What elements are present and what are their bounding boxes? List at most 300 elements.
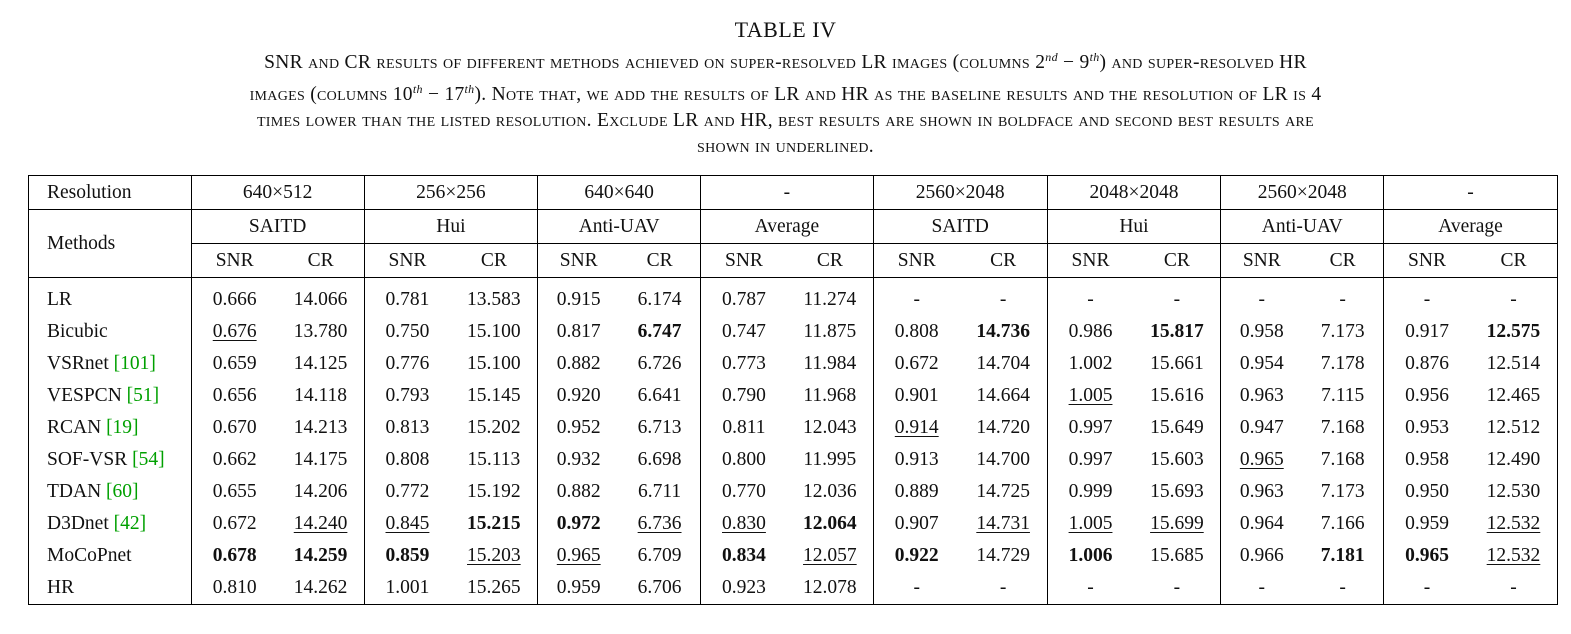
- cell-value: 6.726: [637, 353, 682, 374]
- cell-value: 0.959: [1405, 513, 1449, 534]
- resolution-cell: 2560×2048: [1221, 176, 1384, 210]
- cell-value: 14.664: [976, 385, 1030, 406]
- table-cell: [1384, 316, 1470, 348]
- table-cell: [278, 540, 364, 572]
- cell-value: 11.968: [803, 385, 857, 406]
- table-cell: [1470, 444, 1558, 476]
- cell-value: -: [1423, 577, 1431, 598]
- table-cell: [1047, 444, 1133, 476]
- table-cell: [1047, 316, 1133, 348]
- cell-value: 15.203: [467, 545, 521, 566]
- method-label: VESPCN: [47, 385, 127, 406]
- cell-value: 0.965: [556, 545, 601, 566]
- cell-value: 0.672: [212, 513, 257, 534]
- table-cell: [701, 572, 787, 605]
- resolution-row: [29, 176, 1558, 210]
- cell-value: 0.876: [1405, 353, 1449, 374]
- method-label: LR: [47, 289, 72, 310]
- table-cell: [1133, 444, 1220, 476]
- metric-header-cr: CR: [787, 244, 873, 278]
- dataset-row: [29, 210, 1558, 244]
- cell-value: 0.999: [1068, 481, 1113, 502]
- table-cell: [1384, 508, 1470, 540]
- metric-header-snr: SNR: [1221, 244, 1302, 278]
- table-cell: [1470, 412, 1558, 444]
- table-cell: [873, 444, 959, 476]
- cell-value: 0.793: [385, 385, 430, 406]
- method-label: D3Dnet: [47, 513, 114, 534]
- cell-value: 14.720: [976, 417, 1030, 438]
- cell-value: 0.676: [212, 321, 257, 342]
- table-caption: [0, 18, 1571, 160]
- cell-value: 0.913: [894, 449, 939, 470]
- table-cell: [873, 508, 959, 540]
- cell-value: -: [1510, 289, 1517, 310]
- cell-value: 15.693: [1150, 481, 1204, 502]
- table-cell: [787, 572, 873, 605]
- cell-value: 1.005: [1068, 513, 1113, 534]
- cell-value: 0.800: [722, 449, 766, 470]
- table-cell: [364, 412, 450, 444]
- results-table: [28, 175, 1558, 605]
- table-cell: [960, 348, 1047, 380]
- cell-value: 12.465: [1486, 385, 1541, 406]
- cell-value: 1.006: [1068, 545, 1113, 566]
- citation-link[interactable]: [54]: [132, 449, 165, 470]
- table-cell: [538, 476, 619, 508]
- cell-value: 12.530: [1486, 481, 1541, 502]
- table-cell: [538, 508, 619, 540]
- table-cell: [1470, 348, 1558, 380]
- table-row: [29, 412, 1558, 444]
- table-cell: [191, 444, 277, 476]
- cell-value: 7.115: [1321, 385, 1365, 406]
- table-cell: [701, 444, 787, 476]
- cell-value: 15.661: [1150, 353, 1204, 374]
- cell-value: 15.817: [1150, 321, 1204, 342]
- cell-value: 0.776: [385, 353, 430, 374]
- table-cell: [191, 380, 277, 412]
- table-cell: [701, 278, 787, 317]
- table-cell: [364, 572, 450, 605]
- metric-header-cr: CR: [619, 244, 700, 278]
- table-row: [29, 444, 1558, 476]
- table-cell: [278, 278, 364, 317]
- cell-value: 12.043: [803, 417, 857, 438]
- table-cell: [873, 380, 959, 412]
- cell-value: 0.923: [722, 577, 766, 598]
- dataset-header: Hui: [364, 210, 538, 244]
- dataset-header: SAITD: [873, 210, 1047, 244]
- citation-link[interactable]: [60]: [106, 481, 139, 502]
- cell-value: -: [1087, 577, 1094, 598]
- table-cell: [1470, 380, 1558, 412]
- table-cell: [1302, 380, 1383, 412]
- metric-row: [29, 244, 1558, 278]
- table-cell: [787, 444, 873, 476]
- table-cell: [538, 540, 619, 572]
- cell-value: -: [1258, 577, 1266, 598]
- table-cell: [1470, 540, 1558, 572]
- table-cell: [701, 316, 787, 348]
- metric-header-cr: CR: [1302, 244, 1383, 278]
- table-cell: [619, 278, 700, 317]
- cell-value: -: [1258, 289, 1266, 310]
- cell-value: 14.259: [293, 545, 348, 566]
- method-name: [29, 540, 192, 572]
- cell-value: 1.002: [1068, 353, 1113, 374]
- cell-value: 0.810: [212, 577, 257, 598]
- cell-value: 0.963: [1239, 481, 1284, 502]
- cell-value: 6.747: [637, 321, 682, 342]
- table-cell: [873, 278, 959, 317]
- cell-value: 12.490: [1486, 449, 1541, 470]
- table-cell: [191, 278, 277, 317]
- table-cell: [619, 316, 700, 348]
- table-cell: [1133, 316, 1220, 348]
- table-cell: [1470, 278, 1558, 317]
- table-cell: [450, 540, 537, 572]
- table-cell: [1470, 508, 1558, 540]
- cell-value: 0.813: [385, 417, 430, 438]
- table-cell: [1047, 380, 1133, 412]
- table-cell: [1384, 572, 1470, 605]
- table-cell: [1302, 572, 1383, 605]
- cell-value: 0.922: [894, 545, 939, 566]
- table-cell: [873, 316, 959, 348]
- cell-value: 7.173: [1320, 321, 1365, 342]
- table-row: [29, 380, 1558, 412]
- cell-value: 0.882: [556, 353, 601, 374]
- table-cell: [1221, 348, 1302, 380]
- cell-value: 14.725: [976, 481, 1030, 502]
- cell-value: -: [999, 577, 1007, 598]
- table-cell: [873, 412, 959, 444]
- table-cell: [960, 278, 1047, 317]
- cell-value: 0.670: [212, 417, 257, 438]
- table-cell: [538, 380, 619, 412]
- cell-value: 0.656: [212, 385, 257, 406]
- cell-value: 7.168: [1320, 417, 1365, 438]
- cell-value: 7.168: [1320, 449, 1365, 470]
- cell-value: 0.952: [556, 417, 601, 438]
- table-cell: [619, 444, 700, 476]
- cell-value: 0.811: [722, 417, 766, 438]
- cell-value: 0.662: [212, 449, 257, 470]
- method-label: TDAN: [47, 481, 107, 502]
- metric-header-snr: SNR: [873, 244, 959, 278]
- cell-value: 1.001: [385, 577, 430, 598]
- table-cell: [278, 476, 364, 508]
- caption-text: SNR and CR results of different methods achieved on super-resolved LR images (columns 2nd − 9th) and super-resolved HR images (columns 10th − 17th). Note that, we add the results of LR and HR as the baseline results and the resolution of LR is 4 times lower than the listed resolution. Exclude LR and HR, best results are shown in boldface and second best results are shown in underlined.: [249, 50, 1322, 157]
- table-cell: [278, 380, 364, 412]
- cell-value: 12.512: [1486, 417, 1541, 438]
- citation-link[interactable]: [51]: [126, 385, 160, 406]
- cell-value: 7.178: [1320, 353, 1365, 374]
- table-cell: [1384, 348, 1470, 380]
- cell-value: 0.859: [385, 545, 430, 566]
- cell-value: 12.078: [803, 577, 857, 598]
- metric-header-snr: SNR: [364, 244, 450, 278]
- cell-value: 0.986: [1068, 321, 1113, 342]
- table-cell: [1302, 278, 1383, 317]
- metric-header-snr: SNR: [701, 244, 787, 278]
- cell-value: 15.649: [1150, 417, 1204, 438]
- table-cell: [1221, 572, 1302, 605]
- table-cell: [1047, 508, 1133, 540]
- table-cell: [538, 412, 619, 444]
- cell-value: 0.845: [385, 513, 430, 534]
- table-cell: [1133, 508, 1220, 540]
- cell-value: 0.950: [1405, 481, 1449, 502]
- cell-value: 15.215: [467, 513, 521, 534]
- citation-link[interactable]: [19]: [106, 417, 139, 438]
- table-cell: [1047, 540, 1133, 572]
- cell-value: 0.963: [1239, 385, 1284, 406]
- resolution-cell: 640×512: [191, 176, 364, 210]
- cell-value: 0.947: [1239, 417, 1284, 438]
- table-cell: [960, 444, 1047, 476]
- cell-value: 14.118: [294, 385, 348, 406]
- cell-value: 15.265: [467, 577, 521, 598]
- cell-value: 15.202: [467, 417, 521, 438]
- table-row: [29, 540, 1558, 572]
- table-cell: [960, 572, 1047, 605]
- table-cell: [787, 412, 873, 444]
- table-cell: [701, 508, 787, 540]
- dataset-header: Average: [1384, 210, 1558, 244]
- resolution-cell: 2560×2048: [873, 176, 1047, 210]
- table-cell: [1221, 508, 1302, 540]
- table-cell: [1384, 540, 1470, 572]
- table-cell: [1470, 316, 1558, 348]
- cell-value: -: [1339, 289, 1346, 310]
- table-cell: [1384, 278, 1470, 317]
- cell-value: 12.575: [1486, 321, 1541, 342]
- table-cell: [873, 572, 959, 605]
- table-cell: [450, 476, 537, 508]
- table-cell: [1133, 572, 1220, 605]
- cell-value: -: [913, 289, 920, 310]
- cell-value: 15.192: [467, 481, 521, 502]
- dataset-header: Average: [701, 210, 874, 244]
- method-name: [29, 348, 192, 380]
- resolution-cell: 2048×2048: [1047, 176, 1221, 210]
- table-cell: [450, 444, 537, 476]
- cell-value: 0.958: [1239, 321, 1284, 342]
- cell-value: 7.173: [1320, 481, 1365, 502]
- table-cell: [619, 572, 700, 605]
- cell-value: -: [913, 577, 920, 598]
- table-cell: [960, 316, 1047, 348]
- methods-label: Methods: [29, 210, 192, 278]
- table-cell: [619, 540, 700, 572]
- cell-value: 14.736: [976, 321, 1030, 342]
- table-cell: [364, 444, 450, 476]
- table-cell: [1133, 476, 1220, 508]
- cell-value: 15.685: [1150, 545, 1204, 566]
- cell-value: 14.700: [976, 449, 1030, 470]
- cell-value: 12.036: [803, 481, 857, 502]
- table-cell: [873, 476, 959, 508]
- resolution-cell: 256×256: [364, 176, 538, 210]
- cell-value: 15.113: [467, 449, 521, 470]
- cell-value: 0.834: [722, 545, 766, 566]
- cell-value: 13.780: [293, 321, 348, 342]
- method-label: SOF-VSR: [47, 449, 133, 470]
- table-cell: [873, 348, 959, 380]
- method-name: [29, 476, 192, 508]
- table-cell: [1221, 278, 1302, 317]
- cell-value: 6.709: [637, 545, 682, 566]
- table-cell: [538, 572, 619, 605]
- table-cell: [191, 412, 277, 444]
- cell-value: -: [1173, 289, 1181, 310]
- table-cell: [787, 278, 873, 317]
- cell-value: 0.889: [894, 481, 939, 502]
- cell-value: 0.770: [722, 481, 766, 502]
- cell-value: 11.984: [803, 353, 857, 374]
- metric-header-cr: CR: [960, 244, 1047, 278]
- table-cell: [960, 540, 1047, 572]
- cell-value: 15.603: [1150, 449, 1204, 470]
- table-row: [29, 508, 1558, 540]
- table-cell: [1384, 476, 1470, 508]
- table-row: [29, 316, 1558, 348]
- cell-value: 0.966: [1239, 545, 1284, 566]
- cell-value: 12.532: [1486, 545, 1541, 566]
- cell-value: -: [999, 289, 1007, 310]
- table-cell: [1047, 348, 1133, 380]
- cell-value: 0.772: [385, 481, 430, 502]
- cell-value: 0.666: [212, 289, 257, 310]
- cell-value: 6.698: [637, 449, 682, 470]
- cell-value: 11.875: [803, 321, 857, 342]
- table-cell: [1302, 540, 1383, 572]
- cell-value: 0.750: [385, 321, 430, 342]
- cell-value: 0.917: [1405, 321, 1449, 342]
- cell-value: 14.240: [293, 513, 348, 534]
- cell-value: 6.174: [637, 289, 682, 310]
- dataset-header: Hui: [1047, 210, 1221, 244]
- table-cell: [191, 476, 277, 508]
- table-row: [29, 348, 1558, 380]
- table-cell: [1384, 444, 1470, 476]
- citation-link[interactable]: [101]: [113, 353, 156, 374]
- table-cell: [450, 412, 537, 444]
- cell-value: 6.736: [637, 513, 682, 534]
- table-cell: [960, 380, 1047, 412]
- metric-header-snr: SNR: [538, 244, 619, 278]
- table-cell: [873, 540, 959, 572]
- table-cell: [619, 348, 700, 380]
- table-cell: [1133, 380, 1220, 412]
- cell-value: 15.145: [467, 385, 521, 406]
- cell-value: 7.166: [1320, 513, 1365, 534]
- table-cell: [450, 380, 537, 412]
- cell-value: 0.747: [722, 321, 766, 342]
- table-cell: [450, 278, 537, 317]
- table-cell: [1221, 380, 1302, 412]
- table-cell: [364, 348, 450, 380]
- table-cell: [364, 380, 450, 412]
- metric-header-snr: SNR: [191, 244, 277, 278]
- table-cell: [1302, 508, 1383, 540]
- table-cell: [364, 316, 450, 348]
- cell-value: 15.616: [1150, 385, 1204, 406]
- cell-value: 0.965: [1405, 545, 1449, 566]
- metric-header-cr: CR: [450, 244, 537, 278]
- table-cell: [278, 348, 364, 380]
- resolution-label: Resolution: [29, 176, 192, 210]
- table-cell: [1047, 476, 1133, 508]
- method-name: [29, 572, 192, 605]
- table-cell: [450, 348, 537, 380]
- table-cell: [1133, 412, 1220, 444]
- cell-value: 0.915: [556, 289, 601, 310]
- table-cell: [619, 380, 700, 412]
- cell-value: -: [1423, 289, 1431, 310]
- table-cell: [191, 348, 277, 380]
- method-name: [29, 412, 192, 444]
- cell-value: 14.206: [293, 481, 348, 502]
- table-cell: [278, 508, 364, 540]
- table-cell: [450, 572, 537, 605]
- table-cell: [1302, 348, 1383, 380]
- table-cell: [787, 380, 873, 412]
- cell-value: -: [1173, 577, 1181, 598]
- table-cell: [1047, 278, 1133, 317]
- table-cell: [619, 508, 700, 540]
- table-cell: [364, 540, 450, 572]
- method-name: [29, 278, 192, 317]
- dataset-header: Anti-UAV: [1221, 210, 1384, 244]
- cell-value: 0.781: [385, 289, 430, 310]
- cell-value: 0.956: [1405, 385, 1449, 406]
- table-cell: [619, 476, 700, 508]
- table-cell: [1470, 476, 1558, 508]
- citation-link[interactable]: [42]: [113, 513, 147, 534]
- cell-value: 14.175: [293, 449, 348, 470]
- table-cell: [538, 444, 619, 476]
- cell-value: 15.100: [467, 353, 521, 374]
- cell-value: 0.997: [1068, 449, 1113, 470]
- cell-value: 12.514: [1486, 353, 1541, 374]
- table-cell: [960, 412, 1047, 444]
- dataset-header: Anti-UAV: [538, 210, 701, 244]
- table-cell: [278, 412, 364, 444]
- cell-value: 0.932: [556, 449, 601, 470]
- cell-value: 0.953: [1405, 417, 1449, 438]
- metric-header-cr: CR: [1133, 244, 1220, 278]
- cell-value: 0.907: [894, 513, 939, 534]
- cell-value: 0.773: [722, 353, 766, 374]
- cell-value: 0.972: [556, 513, 601, 534]
- cell-value: 14.213: [293, 417, 348, 438]
- table-cell: [278, 316, 364, 348]
- table-cell: [538, 348, 619, 380]
- cell-value: 0.997: [1068, 417, 1113, 438]
- cell-value: 0.959: [556, 577, 601, 598]
- cell-value: 0.808: [385, 449, 430, 470]
- table-cell: [619, 412, 700, 444]
- cell-value: 6.711: [638, 481, 682, 502]
- table-cell: [191, 508, 277, 540]
- metric-header-snr: SNR: [1384, 244, 1470, 278]
- method-name: [29, 380, 192, 412]
- cell-value: 0.672: [894, 353, 939, 374]
- table-cell: [787, 316, 873, 348]
